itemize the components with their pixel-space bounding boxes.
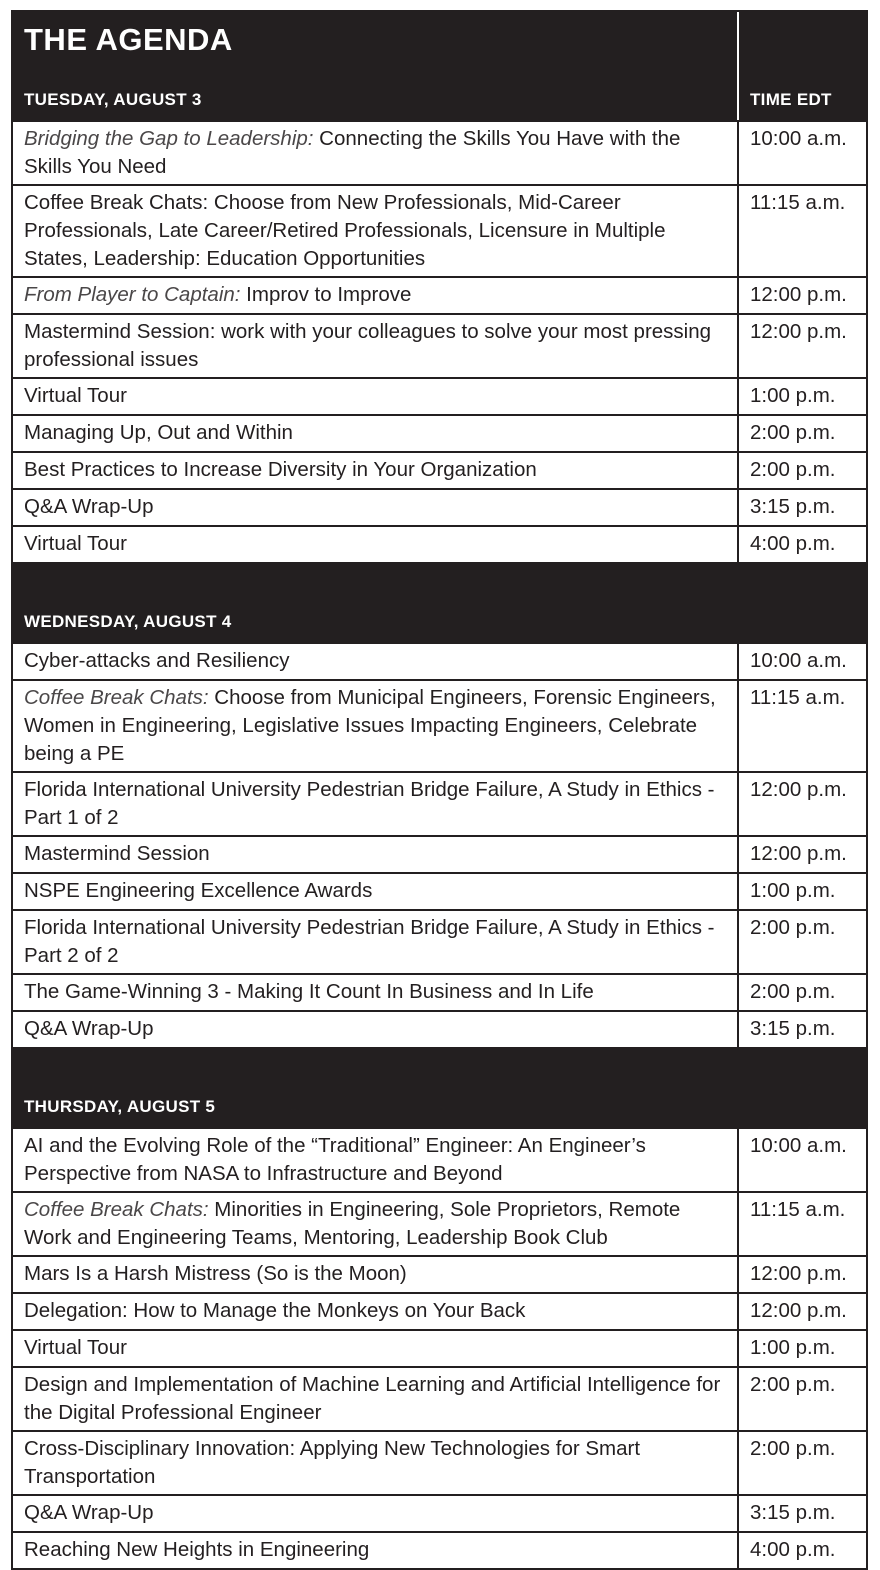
session-time: 12:00 p.m. <box>750 1262 847 1285</box>
session-time: 2:00 p.m. <box>750 1373 836 1396</box>
session-title-text: Reaching New Heights in Engineering <box>24 1538 370 1561</box>
session-time: 12:00 p.m. <box>750 320 847 343</box>
session-time: 2:00 p.m. <box>750 421 836 444</box>
session-title-text: Best Practices to Increase Diversity in Your Organization <box>24 458 537 481</box>
session-time: 12:00 p.m. <box>750 283 847 306</box>
session-row <box>13 184 866 276</box>
session-title-text: Cross-Disciplinary Innovation: Applying New Technologies for Smart Transportation <box>24 1437 641 1488</box>
session-row <box>13 1010 866 1047</box>
session-title <box>13 122 739 184</box>
day-header-row <box>13 1047 866 1127</box>
session-title-text: Q&A Wrap-Up <box>24 1501 154 1524</box>
session-row <box>13 771 866 835</box>
session-title <box>13 681 739 771</box>
session-title-text: Choose from Municipal Engineers, Forensic Engineers, Women in Engineering, Legislative Issues Impacting Engineers, Celebrate being a PE <box>24 686 716 765</box>
session-title-text: Q&A Wrap-Up <box>24 1017 154 1040</box>
session-row <box>13 909 866 973</box>
session-title <box>13 975 739 1010</box>
session-row <box>13 1127 866 1191</box>
day-label: WEDNESDAY, AUGUST 4 <box>24 612 232 631</box>
session-row <box>13 414 866 451</box>
session-time: 4:00 p.m. <box>750 532 836 555</box>
session-time: 11:15 a.m. <box>750 686 846 709</box>
session-time: 10:00 a.m. <box>750 1134 847 1157</box>
session-title <box>13 1129 739 1191</box>
session-row <box>13 1292 866 1329</box>
title-spacer <box>739 12 866 72</box>
session-title <box>13 874 739 909</box>
session-title-italic: Coffee Break Chats: <box>24 686 209 709</box>
session-title-text: Cyber-attacks and Resiliency <box>24 649 290 672</box>
session-title <box>13 278 739 313</box>
session-title-text: Florida International University Pedestrian Bridge Failure, A Study in Ethics - Part 2 of 2 <box>24 916 715 967</box>
session-title-text: Mastermind Session: work with your colleagues to solve your most pressing professional issues <box>24 320 712 371</box>
session-row <box>13 872 866 909</box>
session-time: 12:00 p.m. <box>750 1299 847 1322</box>
session-title <box>13 490 739 525</box>
session-title <box>13 1012 739 1047</box>
session-time: 12:00 p.m. <box>750 778 847 801</box>
session-title <box>13 379 739 414</box>
session-title <box>13 416 739 451</box>
agenda-title-row <box>13 12 866 72</box>
session-title <box>13 911 739 973</box>
session-row <box>13 525 866 562</box>
session-row <box>13 1255 866 1292</box>
session-time: 3:15 p.m. <box>750 495 836 518</box>
session-title <box>13 1331 739 1366</box>
session-title-text: The Game-Winning 3 - Making It Count In Business and In Life <box>24 980 594 1003</box>
session-row <box>13 313 866 377</box>
session-title <box>13 1432 739 1494</box>
session-time: 3:15 p.m. <box>750 1017 836 1040</box>
session-title <box>13 453 739 488</box>
session-title-text: Mastermind Session <box>24 842 210 865</box>
session-row <box>13 488 866 525</box>
session-title-text: Virtual Tour <box>24 384 127 407</box>
session-title-text: Connecting the Skills You Have with the Skills You Need <box>24 127 681 178</box>
session-row <box>13 1531 866 1568</box>
session-time: 10:00 a.m. <box>750 649 847 672</box>
session-title <box>13 315 739 377</box>
session-time: 1:00 p.m. <box>750 384 836 407</box>
session-row <box>13 835 866 872</box>
session-row <box>13 451 866 488</box>
session-row <box>13 120 866 184</box>
session-title-text: Managing Up, Out and Within <box>24 421 293 444</box>
session-title-text: Florida International University Pedestrian Bridge Failure, A Study in Ethics - Part 1 of 2 <box>24 778 715 829</box>
day-label: THURSDAY, AUGUST 5 <box>24 1097 216 1116</box>
time-column-header: TIME EDT <box>750 90 832 109</box>
session-time: 10:00 a.m. <box>750 127 847 150</box>
session-title-italic: From Player to Captain: <box>24 283 241 306</box>
session-title <box>13 837 739 872</box>
session-row <box>13 377 866 414</box>
session-title <box>13 186 739 276</box>
session-time: 11:15 a.m. <box>750 1198 846 1221</box>
session-time: 4:00 p.m. <box>750 1538 836 1561</box>
session-time: 12:00 p.m. <box>750 842 847 865</box>
session-title <box>13 644 739 679</box>
session-title <box>13 1294 739 1329</box>
agenda-title: THE AGENDA <box>13 12 739 72</box>
session-title <box>13 1257 739 1292</box>
session-title <box>13 1368 739 1430</box>
session-title-text: Virtual Tour <box>24 1336 127 1359</box>
session-time: 1:00 p.m. <box>750 879 836 902</box>
session-row <box>13 276 866 313</box>
agenda-table <box>11 10 868 1570</box>
day-header-row <box>13 562 866 642</box>
day-sessions <box>13 120 866 562</box>
session-title-text: Q&A Wrap-Up <box>24 495 154 518</box>
session-title-text: AI and the Evolving Role of the “Traditional” Engineer: An Engineer’s Perspective from NASA to Infrastructure and Beyond <box>24 1134 646 1185</box>
session-title-text: Improv to Improve <box>240 283 412 306</box>
session-title-text: NSPE Engineering Excellence Awards <box>24 879 373 902</box>
session-row <box>13 679 866 771</box>
session-title-italic: Coffee Break Chats: <box>24 1198 209 1221</box>
session-row <box>13 642 866 679</box>
day-header-row <box>13 72 866 120</box>
session-row <box>13 1191 866 1255</box>
session-time: 2:00 p.m. <box>750 1437 836 1460</box>
session-title <box>13 773 739 835</box>
session-title-text: Virtual Tour <box>24 532 127 555</box>
day-label: TUESDAY, AUGUST 3 <box>13 72 739 120</box>
session-time: 1:00 p.m. <box>750 1336 836 1359</box>
session-time: 3:15 p.m. <box>750 1501 836 1524</box>
session-title-text: Delegation: How to Manage the Monkeys on Your Back <box>24 1299 526 1322</box>
session-title-text: Coffee Break Chats: Choose from New Professionals, Mid-Career Professionals, Late Career/Retired Professionals, Licensure in Multiple States, Leadership: Education Opportunities <box>24 191 666 270</box>
session-title <box>13 527 739 562</box>
session-row <box>13 1430 866 1494</box>
day-sessions <box>13 642 866 1047</box>
session-row <box>13 1329 866 1366</box>
session-title <box>13 1193 739 1255</box>
session-row <box>13 973 866 1010</box>
session-time: 2:00 p.m. <box>750 980 836 1003</box>
session-title-italic: Bridging the Gap to Leadership: <box>24 127 314 150</box>
session-time: 11:15 a.m. <box>750 191 846 214</box>
session-row <box>13 1494 866 1531</box>
session-time: 2:00 p.m. <box>750 916 836 939</box>
session-time: 2:00 p.m. <box>750 458 836 481</box>
session-title-text: Design and Implementation of Machine Learning and Artificial Intelligence for the Digital Professional Engineer <box>24 1373 721 1424</box>
day-sessions <box>13 1127 866 1568</box>
session-row <box>13 1366 866 1430</box>
session-title-text: Minorities in Engineering, Sole Proprietors, Remote Work and Engineering Teams, Mentoring, Leadership Book Club <box>24 1198 681 1249</box>
session-title <box>13 1496 739 1531</box>
session-title-text: Mars Is a Harsh Mistress (So is the Moon) <box>24 1262 407 1285</box>
